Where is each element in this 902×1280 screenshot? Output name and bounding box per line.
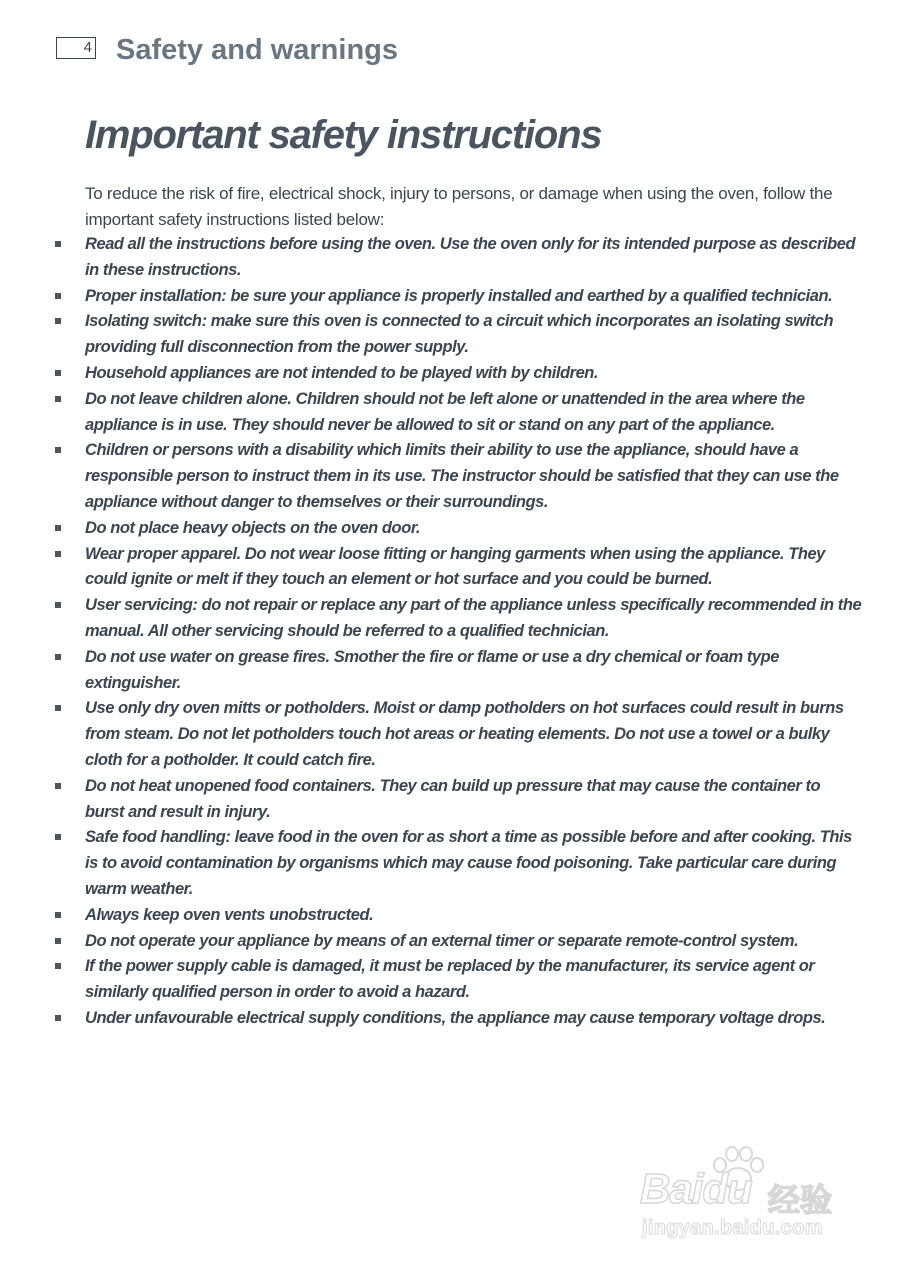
list-item bbox=[0, 645, 902, 697]
bullet-icon bbox=[55, 447, 61, 453]
list-item-text: Household appliances are not intended to be played with by children. bbox=[85, 363, 599, 382]
list-item-text: Do not leave children alone. Children should not be left alone or unattended in the area where the appliance is in use. They should never be allowed to sit or stand on any part of the appliance. bbox=[85, 389, 805, 434]
bullet-icon bbox=[55, 705, 61, 711]
watermark-logo-text: Baidu bbox=[640, 1165, 752, 1212]
list-item bbox=[0, 284, 902, 310]
list-item-text: Do not use water on grease fires. Smother the fire or flame or use a dry chemical or foam type extinguisher. bbox=[85, 647, 779, 692]
list-item-text: Wear proper apparel. Do not wear loose fitting or hanging garments when using the appliance. They could ignite or melt if they touch an element or hot surface and you could be burned. bbox=[85, 544, 825, 589]
list-item bbox=[0, 593, 902, 645]
watermark-chinese-text: 经验 bbox=[768, 1181, 833, 1219]
list-item-text: Safe food handling: leave food in the oven for as short a time as possible before and after cooking. This is to avoid contamination by organisms which may cause food poisoning. Take particular care during warm weather. bbox=[85, 828, 852, 898]
bullet-icon bbox=[55, 602, 61, 608]
bullet-icon bbox=[55, 241, 61, 247]
list-item-text: Use only dry oven mitts or potholders. Moist or damp potholders on hot surfaces could result in burns from steam. Do not let potholders touch hot areas or heating elements. Do not use a towel or a bulky cloth for a potholder. It could catch fire. bbox=[85, 699, 844, 769]
bullet-icon bbox=[55, 293, 61, 299]
list-item bbox=[0, 825, 902, 902]
watermark-url: jingyan.baidu.com bbox=[642, 1217, 823, 1239]
bullet-icon bbox=[55, 783, 61, 789]
baidu-jingyan-watermark bbox=[640, 1145, 860, 1250]
list-item-text: Isolating switch: make sure this oven is connected to a circuit which incorporates an isolating switch providing full disconnection from the power supply. bbox=[85, 312, 834, 357]
bullet-icon bbox=[55, 938, 61, 944]
bullet-icon bbox=[55, 834, 61, 840]
page-heading: Important safety instructions bbox=[85, 113, 602, 157]
bullet-icon bbox=[55, 912, 61, 918]
list-item bbox=[0, 516, 902, 542]
list-item bbox=[0, 954, 902, 1006]
list-item bbox=[0, 903, 902, 929]
list-item bbox=[0, 387, 902, 439]
list-item bbox=[0, 542, 902, 594]
list-item bbox=[0, 774, 902, 826]
list-item bbox=[0, 696, 902, 773]
list-item-text: Read all the instructions before using the oven. Use the oven only for its intended purpose as described in these instructions. bbox=[85, 235, 856, 279]
list-item-text: Always keep oven vents unobstructed. bbox=[85, 905, 374, 924]
list-item-text: User servicing: do not repair or replace any part of the appliance unless specifically recommended in the manual. All other servicing should be referred to a qualified technician. bbox=[85, 596, 862, 640]
safety-instructions-list bbox=[0, 232, 902, 1032]
bullet-icon bbox=[55, 551, 61, 557]
list-item-text: Children or persons with a disability which limits their ability to use the appliance, should have a responsible person to instruct them in its use. The instructor should be satisfied that they can use the appliance without danger to themselves or their surroundings. bbox=[85, 441, 839, 511]
list-item bbox=[0, 1006, 902, 1032]
bullet-icon bbox=[55, 370, 61, 376]
intro-paragraph: To reduce the risk of fire, electrical shock, injury to persons, or damage when using the oven, follow the important safety instructions listed below: bbox=[85, 184, 833, 229]
bullet-icon bbox=[55, 1015, 61, 1021]
bullet-icon bbox=[55, 963, 61, 969]
list-item bbox=[0, 929, 902, 955]
list-item-text: Do not heat unopened food containers. They can build up pressure that may cause the container to burst and result in injury. bbox=[85, 776, 821, 821]
list-item bbox=[0, 438, 902, 515]
page-number: 4 bbox=[56, 37, 96, 59]
list-item-text: Do not operate your appliance by means of an external timer or separate remote-control system. bbox=[85, 931, 799, 950]
bullet-icon bbox=[55, 525, 61, 531]
list-item bbox=[0, 361, 902, 387]
bullet-icon bbox=[55, 318, 61, 324]
section-title: Safety and warnings bbox=[116, 34, 399, 66]
list-item bbox=[0, 232, 902, 284]
list-item-text: Under unfavourable electrical supply conditions, the appliance may cause temporary voltage drops. bbox=[85, 1008, 826, 1027]
bullet-icon bbox=[55, 396, 61, 402]
bullet-icon bbox=[55, 654, 61, 660]
list-item-text: Do not place heavy objects on the oven door. bbox=[85, 518, 421, 537]
list-item-text: If the power supply cable is damaged, it must be replaced by the manufacturer, its service agent or similarly qualified person in order to avoid a hazard. bbox=[85, 957, 815, 1002]
list-item bbox=[0, 309, 902, 361]
list-item-text: Proper installation: be sure your appliance is properly installed and earthed by a qualified technician. bbox=[85, 286, 833, 305]
